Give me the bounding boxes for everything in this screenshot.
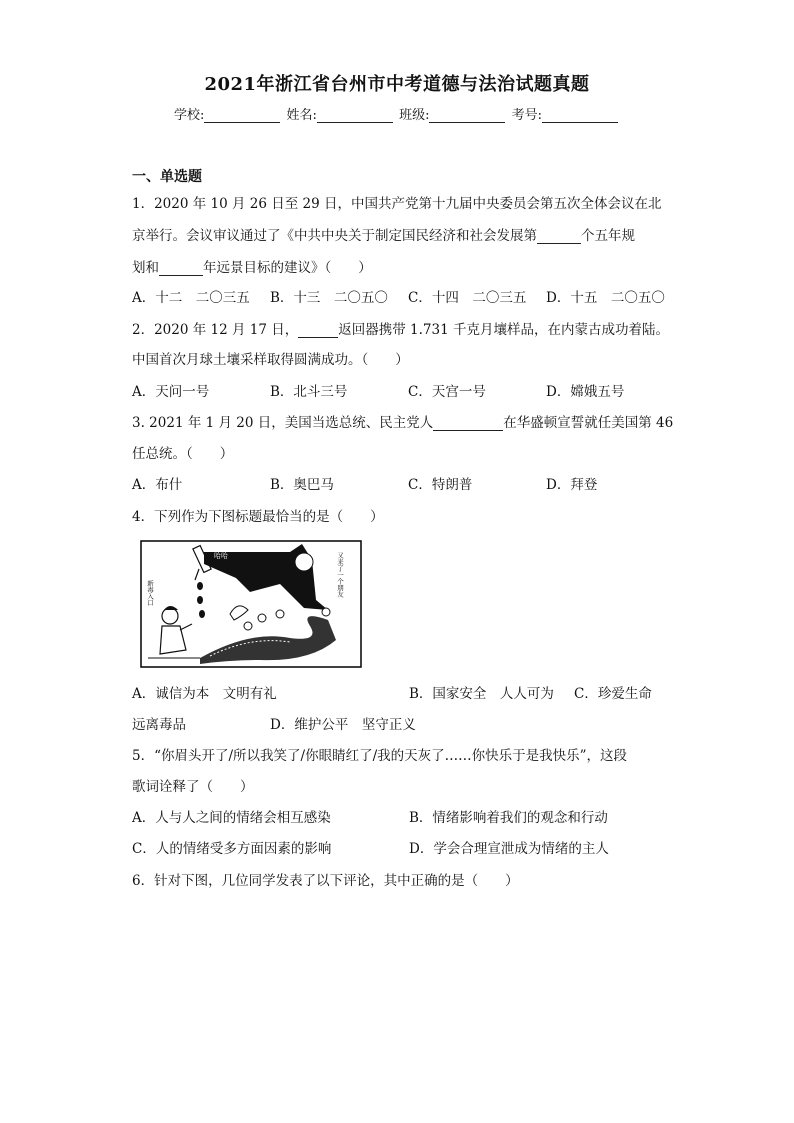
q2-line-2: 中国首次月球土壤采样取得圆满成功。（ ） bbox=[132, 352, 409, 368]
q3-option-b[interactable]: B．奥巴马 bbox=[270, 477, 334, 493]
q1-option-b[interactable]: B．十三 二〇五〇 bbox=[270, 290, 388, 306]
q2-line-1: 2．2020 年 12 月 17 日， 返回器携带 1.731 千克月壤样品，在内蒙古成功着陆。 bbox=[132, 322, 669, 338]
q4-line-1: 4．下列作为下图标题最恰当的是（ ） bbox=[132, 509, 384, 525]
section-title: 一、单选题 bbox=[132, 169, 202, 185]
q4-options-row-1 bbox=[132, 682, 652, 702]
q3-option-d[interactable]: D．拜登 bbox=[546, 477, 598, 493]
q4-option-b[interactable]: B．国家安全 人人可为 bbox=[409, 686, 554, 702]
q3-blank bbox=[433, 417, 503, 431]
q1-line-1: 1．2020 年 10 月 26 日至 29 日，中国共产党第十九届中央委员会第五次全体会议在北 bbox=[132, 196, 662, 212]
cartoon-label-new-friend: 又来了一个朋友 bbox=[336, 552, 344, 598]
q5-line-2: 歌词诠释了（ ） bbox=[132, 779, 254, 795]
q2-option-c[interactable]: C．天宫一号 bbox=[408, 384, 486, 400]
cartoon-label-haha: 哈哈 bbox=[214, 552, 228, 560]
name-blank[interactable] bbox=[317, 109, 393, 123]
name-label: 姓名: bbox=[286, 108, 317, 123]
school-label: 学校: bbox=[174, 108, 205, 123]
q3-line-1: 3. 2021 年 1 月 20 日，美国当选总统、民主党人 在华盛顿宣誓就任美国第 46 bbox=[132, 415, 674, 431]
school-blank[interactable] bbox=[204, 109, 280, 123]
q1-option-d[interactable]: D．十五 二〇五〇 bbox=[546, 290, 665, 306]
q1-blank-1 bbox=[537, 230, 581, 244]
q2-option-b[interactable]: B．北斗三号 bbox=[270, 384, 348, 400]
q4-option-c-continued: 远离毒品 bbox=[132, 717, 186, 733]
q3-option-c[interactable]: C．特朗普 bbox=[408, 477, 473, 493]
exam-number-label: 考号: bbox=[511, 108, 542, 123]
q1-line-3: 划和 年远景目标的建议》（ ） bbox=[132, 260, 372, 276]
q5-line-1: 5．“你眉头开了/所以我笑了/你眼睛红了/我的天灰了……你快乐于是我快乐”，这段 bbox=[132, 748, 628, 764]
q3-option-a[interactable]: A．布什 bbox=[132, 477, 183, 493]
q5-option-b[interactable]: B．情绪影响着我们的观念和行动 bbox=[409, 810, 608, 826]
anti-drug-cartoon bbox=[140, 540, 362, 668]
page-title: 2021年浙江省台州市中考道德与法治试题真题 bbox=[204, 74, 590, 95]
q3-options bbox=[132, 473, 597, 493]
q6-line-1: 6．针对下图，几位同学发表了以下评论，其中正确的是（ ） bbox=[132, 873, 519, 889]
q3-line-2: 任总统。（ ） bbox=[132, 446, 234, 462]
q5-options-row-2 bbox=[132, 837, 609, 857]
q5-options-row-1 bbox=[132, 806, 608, 826]
q2-options bbox=[132, 380, 624, 400]
q1-line-2: 京举行。会议审议通过了《中共中央关于制定国民经济和社会发展第 个五年规 bbox=[132, 228, 635, 244]
q5-option-a[interactable]: A．人与人之间的情绪会相互感染 bbox=[132, 810, 331, 826]
q4-option-a[interactable]: A．诚信为本 文明有礼 bbox=[132, 686, 277, 702]
student-info-row bbox=[0, 104, 794, 123]
q2-option-d[interactable]: D．嫦娥五号 bbox=[546, 384, 625, 400]
q4-option-d[interactable]: D．维护公平 坚守正义 bbox=[270, 717, 416, 733]
q1-option-c[interactable]: C．十四 二〇三五 bbox=[408, 290, 527, 306]
q1-blank-2 bbox=[159, 262, 203, 276]
class-label: 班级: bbox=[399, 108, 430, 123]
q1-option-a[interactable]: A．十二 二〇三五 bbox=[132, 290, 250, 306]
q5-option-d[interactable]: D．学会合理宣泄成为情绪的主人 bbox=[409, 841, 609, 857]
cartoon-label-entrance: 新毒入口 bbox=[146, 580, 154, 606]
q2-option-a[interactable]: A．天问一号 bbox=[132, 384, 210, 400]
class-blank[interactable] bbox=[429, 109, 505, 123]
q4-option-c[interactable]: C．珍爱生命 bbox=[574, 686, 652, 702]
q4-options-row-2 bbox=[132, 713, 416, 733]
exam-number-blank[interactable] bbox=[542, 109, 618, 123]
q1-options bbox=[132, 286, 665, 306]
q5-option-c[interactable]: C．人的情绪受多方面因素的影响 bbox=[132, 841, 332, 857]
q2-blank bbox=[298, 324, 338, 338]
